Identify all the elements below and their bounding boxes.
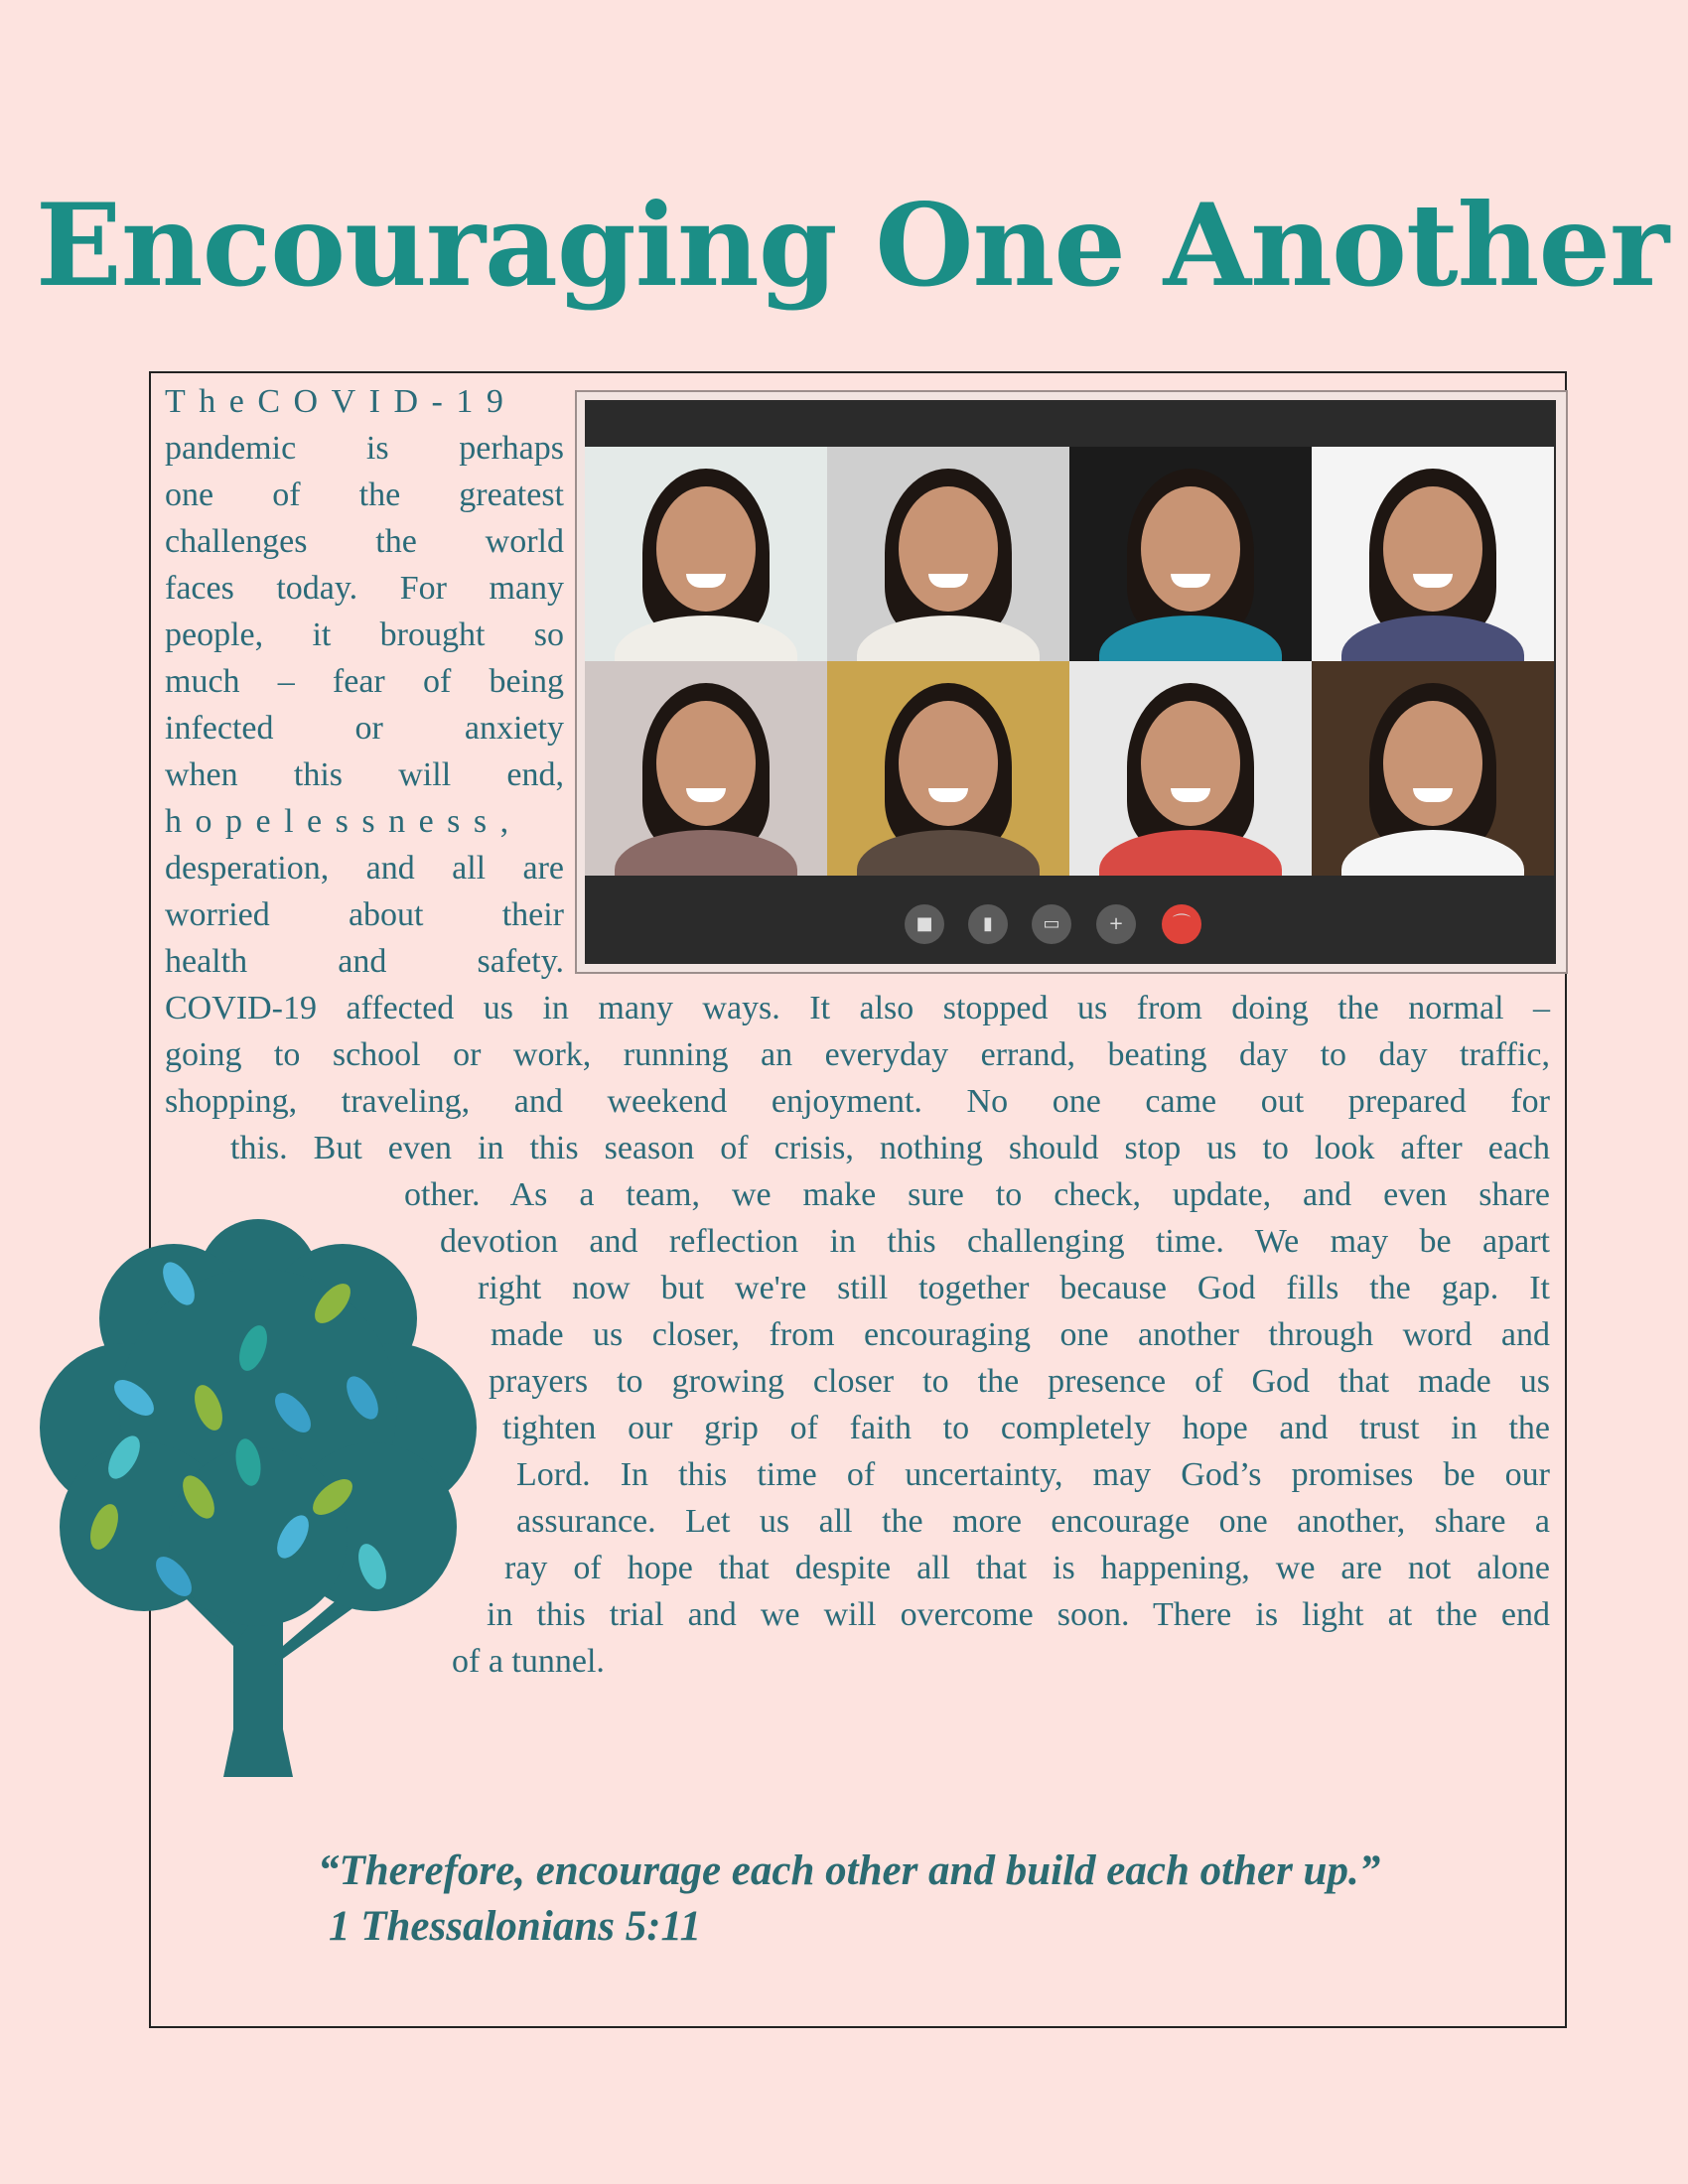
participant-video-tile — [1069, 661, 1312, 876]
body-text-line: TheCOVID-19 — [165, 383, 517, 420]
body-text-line: desperation, and all are — [165, 850, 564, 887]
hang-up-icon: ⌒ — [1173, 913, 1191, 934]
participant-video-tile — [1069, 447, 1312, 661]
page-title: Encouraging One Another — [35, 179, 1669, 312]
video-call-window — [585, 400, 1556, 964]
body-text-line: shopping, traveling, and weekend enjoyment. No one came out prepared for — [165, 1083, 1550, 1120]
bible-quote: “Therefore, encourage each other and build each other up.” — [318, 1847, 1381, 1894]
body-text-line: infected or anxiety — [165, 710, 564, 747]
body-text-line: going to school or work, running an everyday errand, beating day to day traffic, — [165, 1036, 1550, 1073]
body-text-line: when this will end, — [165, 756, 564, 793]
body-text-line: in this trial and we will overcome soon. There is light at the end — [487, 1596, 1550, 1633]
microphone-button[interactable] — [968, 904, 1008, 944]
body-text-line: prayers to growing closer to the presence of God that made us — [489, 1363, 1550, 1400]
camera-icon: ■ — [915, 913, 933, 934]
body-text-line: other. As a team, we make sure to check, update, and even share — [404, 1176, 1550, 1213]
microphone-icon: ▮ — [983, 913, 993, 934]
participant-video-tile — [827, 447, 1069, 661]
body-text-line: hopelessness, — [165, 803, 522, 840]
body-text-line: worried about their — [165, 896, 564, 933]
body-text-line: of a tunnel. — [452, 1643, 605, 1680]
add-person-icon: + — [1108, 913, 1124, 934]
screen-share-icon: ▭ — [1043, 913, 1060, 934]
participant-video-tile — [1312, 447, 1554, 661]
body-text-line: challenges the world — [165, 523, 564, 560]
body-text-line: tighten our grip of faith to completely hope and trust in the — [502, 1410, 1550, 1446]
body-text-line: ray of hope that despite all that is happening, we are not alone — [504, 1550, 1550, 1586]
body-text-line: made us closer, from encouraging one another through word and — [491, 1316, 1550, 1353]
body-text-line: right now but we're still together because God fills the gap. It — [478, 1270, 1550, 1306]
screen-share-button[interactable] — [1032, 904, 1071, 944]
add-person-button[interactable] — [1096, 904, 1136, 944]
participant-video-tile — [585, 447, 827, 661]
body-text-line: pandemic is perhaps — [165, 430, 564, 467]
participant-video-tile — [827, 661, 1069, 876]
body-text-line: much – fear of being — [165, 663, 564, 700]
body-text-line: this. But even in this season of crisis, nothing should stop us to look after each — [230, 1130, 1550, 1166]
body-text-line: health and safety. — [165, 943, 564, 980]
body-text-line: devotion and reflection in this challenging time. We may be apart — [440, 1223, 1550, 1260]
body-text-line: assurance. Let us all the more encourage one another, share a — [516, 1503, 1550, 1540]
body-text-line: faces today. For many — [165, 570, 564, 607]
video-call-screenshot — [575, 390, 1568, 974]
body-text-line: COVID-19 affected us in many ways. It also stopped us from doing the normal – — [165, 990, 1550, 1026]
body-text-line: people, it brought so — [165, 616, 564, 653]
hang-up-button[interactable] — [1162, 904, 1201, 944]
tree-illustration — [35, 1209, 482, 1777]
body-text-line: one of the greatest — [165, 477, 564, 513]
participant-video-tile — [1312, 661, 1554, 876]
body-text-line: Lord. In this time of uncertainty, may God’s promises be our — [516, 1456, 1550, 1493]
bible-reference: 1 Thessalonians 5:11 — [329, 1903, 702, 1950]
participant-video-tile — [585, 661, 827, 876]
camera-button[interactable] — [905, 904, 944, 944]
